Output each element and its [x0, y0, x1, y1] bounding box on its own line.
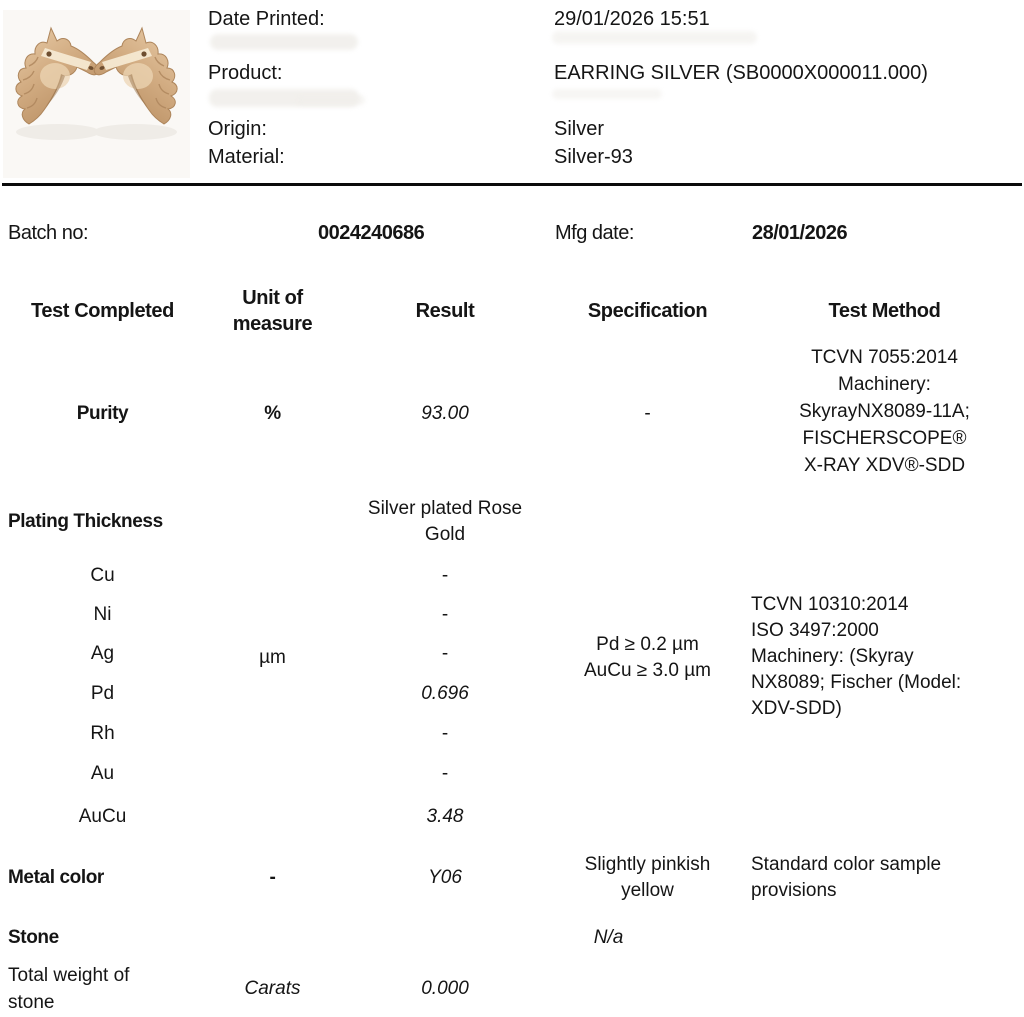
metal-color-method: Standard color sample provisions	[751, 854, 942, 901]
col-header-result: Result	[415, 300, 475, 322]
horse-earrings-illustration	[3, 10, 190, 178]
metal-color-spec: Slightly pinkish yellow	[584, 854, 711, 901]
col-header-unit: Unit of measure	[232, 287, 313, 335]
method-line: Machinery:	[838, 373, 931, 395]
purity-result: 93.00	[421, 403, 469, 424]
element-name: Ag	[90, 643, 115, 664]
col-header-specification: Specification	[587, 300, 708, 322]
plating-name: Plating Thickness	[8, 511, 163, 532]
product-photo	[3, 10, 190, 178]
metal-color-unit: -	[269, 867, 276, 888]
method-line: X-RAY XDV®-SDD	[803, 454, 966, 476]
test-results-table	[0, 282, 1024, 1017]
purity-test-method	[745, 340, 1024, 488]
material-label: Material:	[208, 146, 285, 168]
method-line: SkyrayNX8089-11A;	[799, 400, 970, 422]
element-result: -	[441, 604, 449, 625]
method-line: XDV-SDD)	[751, 698, 842, 719]
plating-unit: µm	[259, 647, 286, 668]
redaction-smudge	[295, 95, 365, 105]
method-line: Machinery: (Skyray	[751, 646, 914, 667]
purity-name: Purity	[76, 403, 129, 424]
product-value: EARRING SILVER (SB0000X000011.000)	[554, 62, 928, 84]
element-name: AuCu	[78, 806, 127, 827]
stone-weight-name: Total weight of stone	[8, 964, 130, 1013]
method-line: FISCHERSCOPE®	[802, 427, 967, 449]
element-result: -	[441, 643, 449, 664]
element-name: Au	[90, 763, 115, 784]
metal-color-name: Metal color	[8, 867, 104, 888]
element-name: Cu	[90, 565, 115, 586]
element-result: -	[441, 763, 449, 784]
redaction-smudge	[552, 31, 757, 44]
stone-name: Stone	[8, 927, 59, 948]
origin-label: Origin:	[208, 118, 267, 140]
stone-weight-unit: Carats	[244, 977, 301, 999]
metal-color-result: Y06	[428, 867, 462, 888]
mfg-date-value: 28/01/2026	[752, 222, 848, 244]
purity-unit: %	[264, 403, 281, 424]
plating-result-header: Silver plated Rose Gold	[367, 498, 523, 545]
spec-line: AuCu ≥ 3.0 µm	[584, 660, 711, 681]
batch-no-value: 0024240686	[318, 222, 425, 244]
element-name: Ni	[93, 604, 112, 625]
element-result: 0.696	[421, 683, 469, 704]
method-line: ISO 3497:2000	[751, 620, 879, 641]
plating-test-method	[745, 488, 1024, 840]
redaction-smudge	[552, 89, 662, 99]
stone-weight-result: 0.000	[421, 977, 469, 999]
element-result: 3.48	[426, 806, 464, 827]
plating-spec	[550, 488, 745, 840]
batch-no-label: Batch no:	[8, 222, 89, 244]
redaction-smudge	[210, 34, 358, 50]
mfg-date-label: Mfg date:	[555, 222, 634, 244]
element-name: Rh	[90, 723, 115, 744]
product-label: Product:	[208, 62, 283, 84]
method-line: NX8089; Fischer (Model:	[751, 672, 962, 693]
spec-line: Pd ≥ 0.2 µm	[596, 634, 699, 655]
element-name: Pd	[90, 683, 115, 704]
material-value: Silver-93	[554, 146, 633, 168]
stone-spec: N/a	[593, 927, 624, 948]
date-printed-label: Date Printed:	[208, 8, 325, 30]
purity-spec: -	[644, 403, 651, 424]
method-line: TCVN 10310:2014	[751, 594, 909, 615]
method-line: TCVN 7055:2014	[811, 346, 958, 368]
section-divider	[2, 183, 1022, 186]
date-printed-value: 29/01/2026 15:51	[554, 8, 710, 30]
element-result: -	[441, 723, 449, 744]
col-header-test-completed: Test Completed	[31, 300, 174, 322]
element-result: -	[441, 565, 449, 586]
col-header-test-method: Test Method	[828, 300, 941, 322]
origin-value: Silver	[554, 118, 605, 140]
